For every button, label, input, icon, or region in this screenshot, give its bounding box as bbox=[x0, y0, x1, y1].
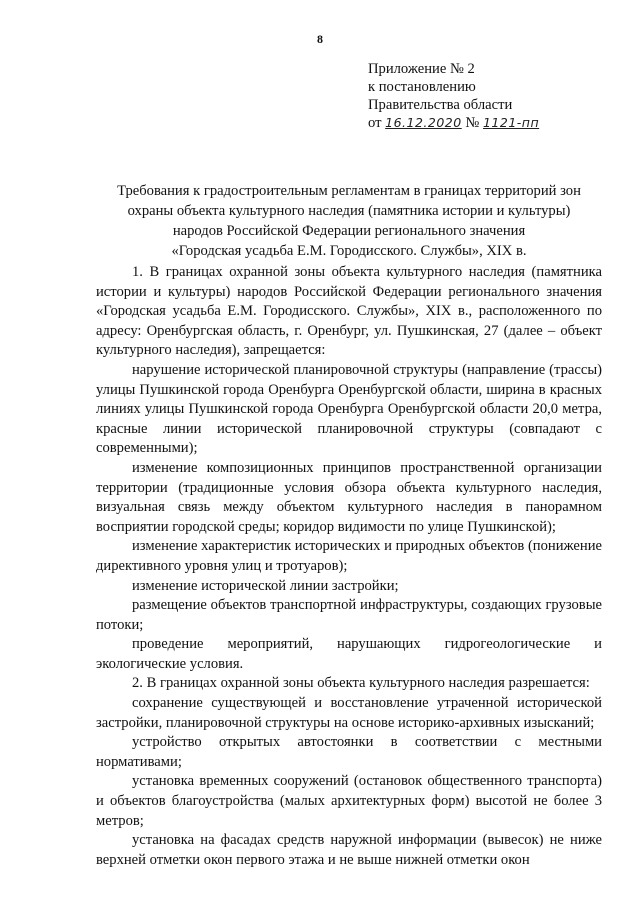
appendix-line-1: Приложение № 2 bbox=[368, 61, 475, 77]
resolution-date: 16.12.2020 bbox=[385, 115, 462, 130]
title-line-2: охраны объекта культурного наследия (памятника истории и культуры) bbox=[127, 203, 571, 219]
document-title bbox=[96, 181, 602, 261]
paragraph: изменение характеристик исторических и природных объектов (понижение директивного уровня улиц и тротуаров); bbox=[96, 538, 602, 574]
paragraph: установка на фасадах средств наружной информации (вывесок) не ниже верхней отметки окон первого этажа и не выше нижней отметки окон bbox=[96, 832, 602, 868]
page-number: 8 bbox=[317, 32, 323, 46]
title-line-1: Требования к градостроительным регламентам в границах территорий зон bbox=[117, 183, 581, 199]
paragraph: 2. В границах охранной зоны объекта культурного наследия разрешается: bbox=[132, 675, 590, 692]
paragraph: проведение мероприятий, нарушающих гидрогеологические и экологические условия. bbox=[96, 636, 602, 672]
number-prefix: № bbox=[465, 115, 480, 131]
appendix-line-2: к постановлению bbox=[368, 79, 476, 95]
paragraph: нарушение исторической планировочной структуры (направление (трассы) улицы Пушкинской города Оренбурга Оренбургской области, ширина в красных линиях улицы Пушкинской города Оренбурга Оренбургской области 20,0 метра, красные линии исторической планировочной структуры (совпадают с современными); bbox=[96, 361, 602, 457]
appendix-date-line bbox=[368, 114, 628, 132]
paragraph: устройство открытых автостоянки в соответствии с местными нормативами; bbox=[96, 734, 602, 770]
title-line-4: «Городская усадьба Е.М. Городисского. Службы», XIX в. bbox=[171, 243, 527, 259]
paragraph: размещение объектов транспортной инфраструктуры, создающих грузовые потоки; bbox=[96, 597, 602, 633]
paragraph: изменение исторической линии застройки; bbox=[132, 577, 399, 594]
title-line-3: народов Российской Федерации регионального значения bbox=[172, 223, 526, 239]
document-body bbox=[96, 263, 602, 870]
paragraph: сохранение существующей и восстановление утраченной исторической застройки, планировочной структуры на основе историко-архивных изысканий; bbox=[96, 695, 602, 731]
appendix-line-3: Правительства области bbox=[368, 97, 513, 113]
paragraph: 1. В границах охранной зоны объекта культурного наследия (памятника истории и культуры) народов Российской Федерации регионального значения «Городская усадьба Е.М. Городисского. Службы», XIX в., расположенного по адресу: Оренбургская область, г. Оренбург, ул. Пушкинская, 27 (далее – объект культурного наследия), запрещается: bbox=[96, 264, 602, 359]
paragraph: установка временных сооружений (остановок общественного транспорта) и объектов благоустройства (малых архитектурных форм) высотой не более 3 метров; bbox=[96, 773, 602, 829]
resolution-number: 1121-пп bbox=[482, 115, 540, 130]
paragraph: изменение композиционных принципов пространственной организации территории (традиционные условия обзора объекта культурного наследия, визуальная связь между объектом культурного наследия в панорамном восприятии городской среды; коридор видимости по улице Пушкинской); bbox=[96, 459, 602, 535]
date-prefix: от bbox=[368, 115, 382, 131]
appendix-header bbox=[368, 60, 628, 132]
